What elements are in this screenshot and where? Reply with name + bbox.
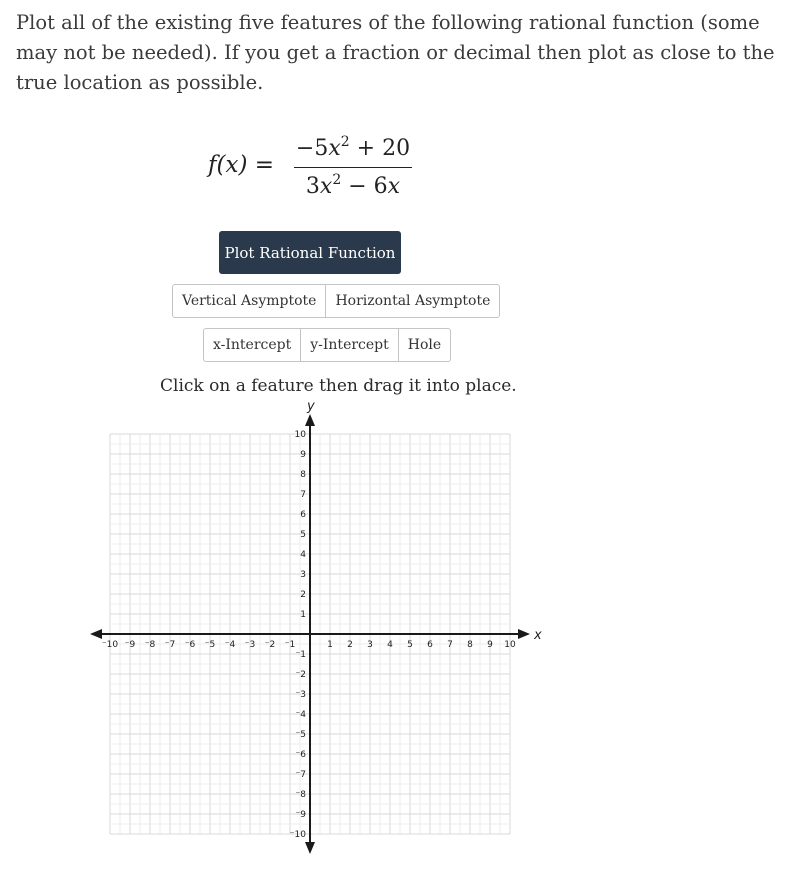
- horizontal-asymptote-button[interactable]: Horizontal Asymptote: [325, 284, 500, 318]
- x-tick-label: ⁻10: [101, 640, 119, 650]
- x-intercept-button[interactable]: x-Intercept: [203, 328, 301, 362]
- x-axis-arrow-left: [90, 629, 102, 639]
- x-tick-label: ⁻6: [184, 640, 196, 650]
- x-tick-label: 7: [447, 640, 453, 650]
- y-tick-label: 1: [300, 610, 306, 620]
- x-tick-label: ⁻9: [124, 640, 136, 650]
- fraction-bar: [294, 167, 412, 168]
- problem-prompt: Plot all of the existing five features of the following rational function (some may not be needed). If you get a fraction or decimal then plot as close to the true location as possible.: [16, 11, 775, 94]
- y-tick-label: ⁻7: [295, 770, 306, 780]
- y-tick-label: ⁻4: [295, 710, 306, 720]
- plot-rational-function-button[interactable]: Plot Rational Function: [219, 231, 401, 274]
- x-tick-label: 6: [427, 640, 433, 650]
- x-tick-label: 4: [387, 640, 393, 650]
- y-tick-label: ⁻2: [295, 670, 306, 680]
- x-tick-label: ⁻2: [264, 640, 276, 650]
- y-tick-label: 6: [300, 510, 306, 520]
- x-tick-label: 3: [367, 640, 373, 650]
- rational-function-formula: [206, 132, 426, 208]
- y-axis-arrow-down: [305, 842, 315, 854]
- numerator: $-5x^2 + 20$: [295, 134, 411, 161]
- hole-button[interactable]: Hole: [398, 328, 451, 362]
- x-tick-label: ⁻3: [244, 640, 256, 650]
- x-tick-label: ⁻4: [224, 640, 236, 650]
- y-tick-label: 8: [300, 470, 306, 480]
- function-lhs: f(x) =: [208, 152, 275, 178]
- x-tick-label: 1: [327, 640, 333, 650]
- feature-button-group-2: [203, 328, 450, 362]
- y-tick-label: 10: [294, 430, 306, 440]
- fraction: [294, 136, 412, 200]
- y-intercept-button[interactable]: y-Intercept: [300, 328, 399, 362]
- y-tick-label: 7: [300, 490, 306, 500]
- y-tick-label: 9: [300, 450, 306, 460]
- x-tick-label: ⁻8: [144, 640, 156, 650]
- x-tick-label: 9: [487, 640, 493, 650]
- x-tick-label: 2: [347, 640, 353, 650]
- coordinate-plane[interactable]: [86, 396, 556, 860]
- x-tick-label: ⁻5: [204, 640, 216, 650]
- y-tick-label: ⁻10: [289, 830, 306, 840]
- x-axis-arrow-right: [518, 629, 530, 639]
- x-tick-label: 10: [504, 640, 516, 650]
- feature-button-group-1: [172, 284, 499, 318]
- x-axis-label: x: [534, 628, 542, 643]
- y-tick-label: 3: [300, 570, 306, 580]
- y-tick-label: ⁻3: [295, 690, 306, 700]
- y-axis-label: y: [307, 399, 315, 414]
- x-tick-label: 5: [407, 640, 413, 650]
- y-tick-label: 5: [300, 530, 306, 540]
- y-tick-label: 4: [300, 550, 306, 560]
- y-axis-arrow-up: [305, 414, 315, 426]
- y-tick-label: ⁻8: [295, 790, 306, 800]
- y-tick-label: ⁻5: [295, 730, 306, 740]
- x-tick-label: 8: [467, 640, 473, 650]
- y-tick-label: ⁻6: [295, 750, 306, 760]
- x-tick-label: ⁻7: [164, 640, 176, 650]
- denominator: $3x^2 - 6x$: [305, 172, 401, 199]
- instructions-text: Click on a feature then drag it into place.: [160, 376, 517, 396]
- y-tick-label: 2: [300, 590, 306, 600]
- vertical-asymptote-button[interactable]: Vertical Asymptote: [172, 284, 326, 318]
- x-tick-label: ⁻1: [284, 640, 296, 650]
- y-tick-label: ⁻9: [295, 810, 306, 820]
- y-tick-label: ⁻1: [295, 650, 306, 660]
